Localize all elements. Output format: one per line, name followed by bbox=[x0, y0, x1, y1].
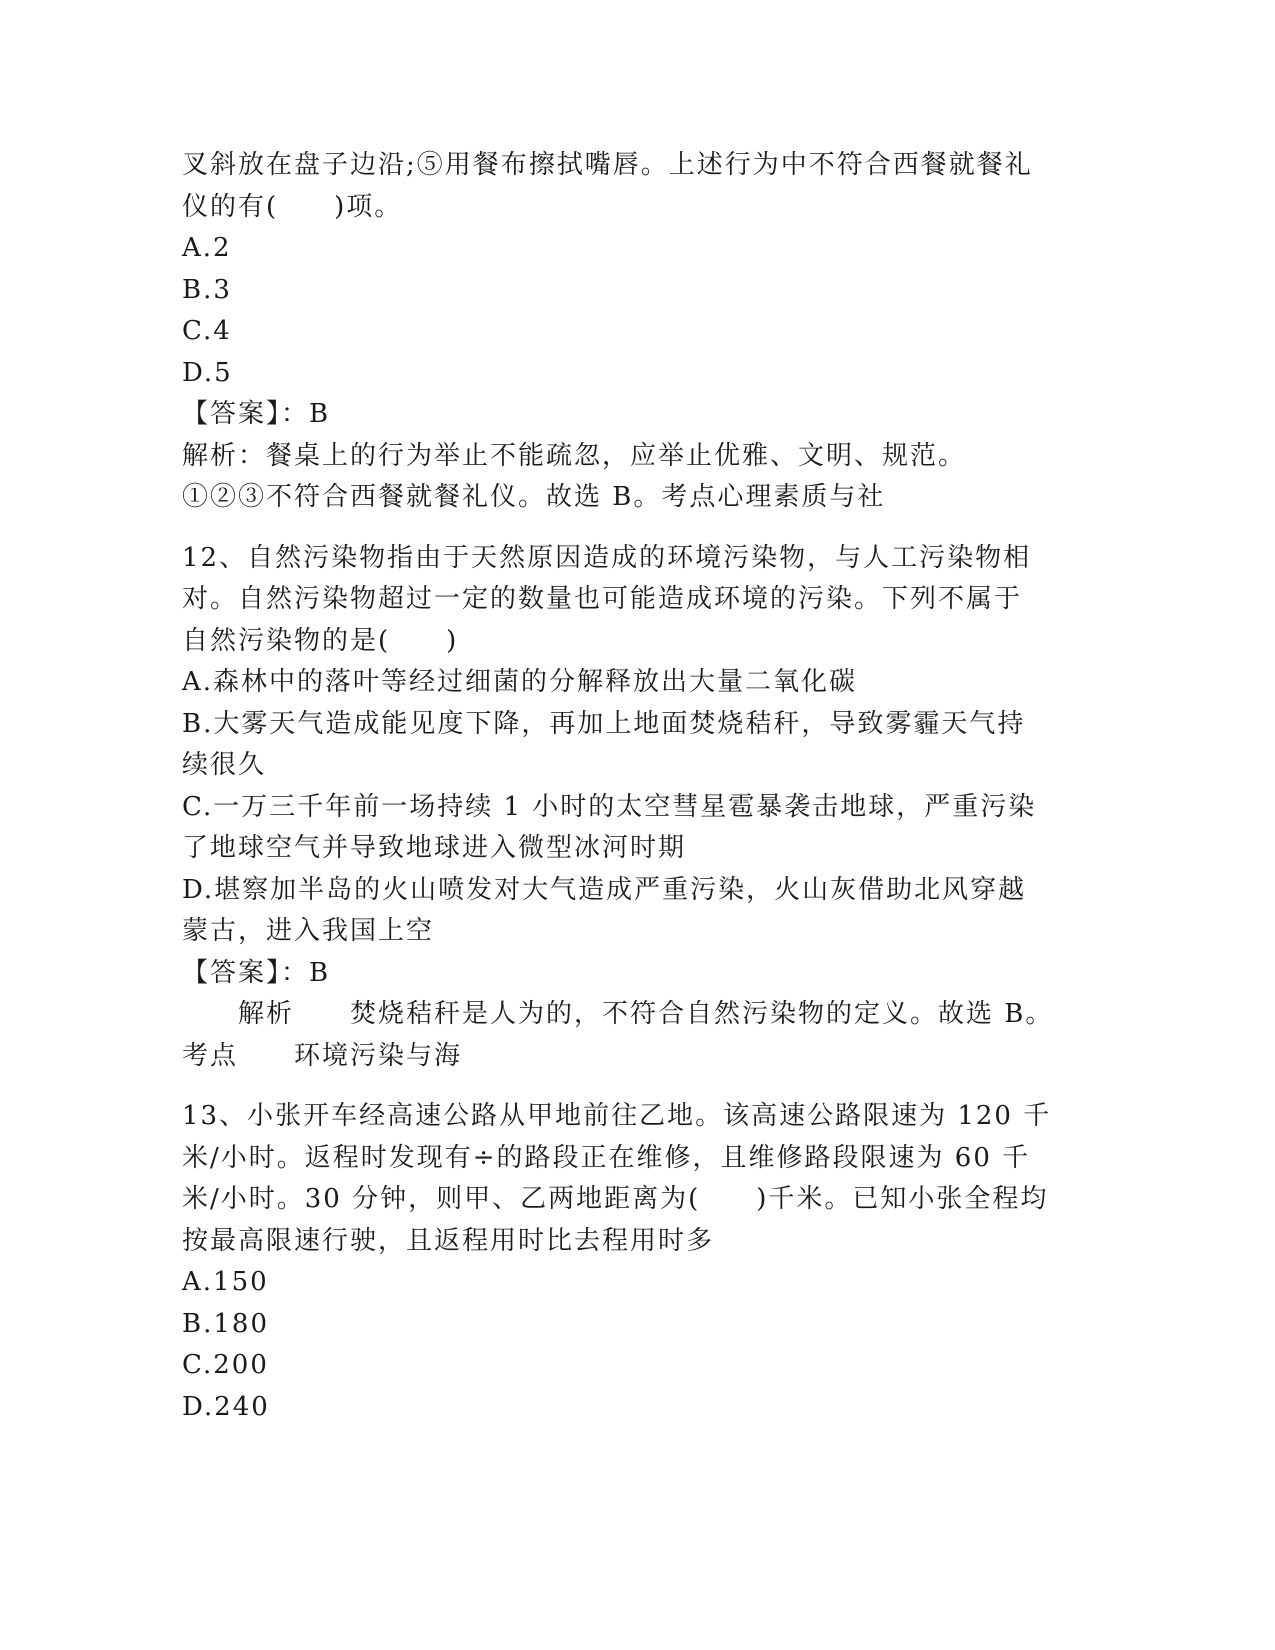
question-12 bbox=[182, 538, 1062, 1078]
question-stem-line: 米/小时。返程时发现有÷的路段正在维修，且维修路段限速为 60 千 bbox=[182, 1142, 1031, 1173]
question-stem-line: 仪的有( )项。 bbox=[182, 191, 403, 222]
question-stem-line: 自然污染物的是( ) bbox=[182, 625, 459, 656]
analysis-line: 解析：餐桌上的行为举止不能疏忽，应举止优雅、文明、规范。 bbox=[182, 440, 967, 471]
analysis-line: 解析 焚烧秸秆是人为的，不符合自然污染物的定义。故选 B。 bbox=[238, 999, 1054, 1029]
option-b: B.180 bbox=[182, 1308, 269, 1339]
answer-line: 【答案】：B bbox=[182, 399, 331, 429]
question-stem-line: 13、小张开车经高速公路从甲地前往乙地。该高速公路限速为 120 千 bbox=[182, 1101, 1052, 1131]
option-line: 续很久 bbox=[182, 750, 267, 780]
question-stem-line: 按最高限速行驶，且返程用时比去程用时多 bbox=[182, 1225, 715, 1256]
option-b: B.3 bbox=[182, 274, 232, 305]
option-d: D.240 bbox=[182, 1391, 270, 1422]
option-line: A.森林中的落叶等经过细菌的分解释放出大量二氧化碳 bbox=[182, 667, 858, 697]
analysis-line: 考点 环境污染与海 bbox=[182, 1040, 463, 1071]
question-stem-line: 叉斜放在盘子边沿;⑤用餐布擦拭嘴唇。上述行为中不符合西餐就餐礼 bbox=[182, 150, 1033, 180]
question-11 bbox=[182, 145, 1062, 519]
question-13 bbox=[182, 1096, 1062, 1428]
option-line: C.一万三千年前一场持续 1 小时的太空彗星雹暴袭击地球，严重污染 bbox=[182, 791, 1037, 822]
document-page bbox=[182, 145, 1062, 1428]
option-line: B.大雾天气造成能见度下降，再加上地面焚烧秸秆，导致雾霾天气持 bbox=[182, 708, 1026, 739]
spacer bbox=[182, 1077, 1062, 1096]
option-c: C.200 bbox=[182, 1350, 269, 1380]
question-stem-line: 对。自然污染物超过一定的数量也可能造成环境的污染。下列不属于 bbox=[182, 584, 1023, 614]
question-stem-line: 12、自然污染物指由于天然原因造成的环境污染物，与人工污染物相 bbox=[182, 542, 1032, 573]
option-line: D.堪察加半岛的火山喷发对大气造成严重污染，火山灰借助北风穿越 bbox=[182, 874, 1027, 905]
option-d: D.5 bbox=[182, 357, 233, 388]
option-a: A.2 bbox=[182, 233, 232, 263]
answer-line: 【答案】：B bbox=[182, 957, 331, 988]
analysis-line: ①②③不符合西餐就餐礼仪。故选 B。考点心理素质与社 bbox=[182, 482, 886, 512]
option-c: C.4 bbox=[182, 316, 232, 346]
spacer bbox=[182, 519, 1062, 538]
question-stem-line: 米/小时。30 分钟，则甲、乙两地距离为( )千米。已知小张全程均 bbox=[182, 1184, 1049, 1214]
option-a: A.150 bbox=[182, 1267, 269, 1297]
option-line: 了地球空气并导致地球进入微型冰河时期 bbox=[182, 833, 687, 863]
option-line: 蒙古，进入我国上空 bbox=[182, 916, 435, 946]
